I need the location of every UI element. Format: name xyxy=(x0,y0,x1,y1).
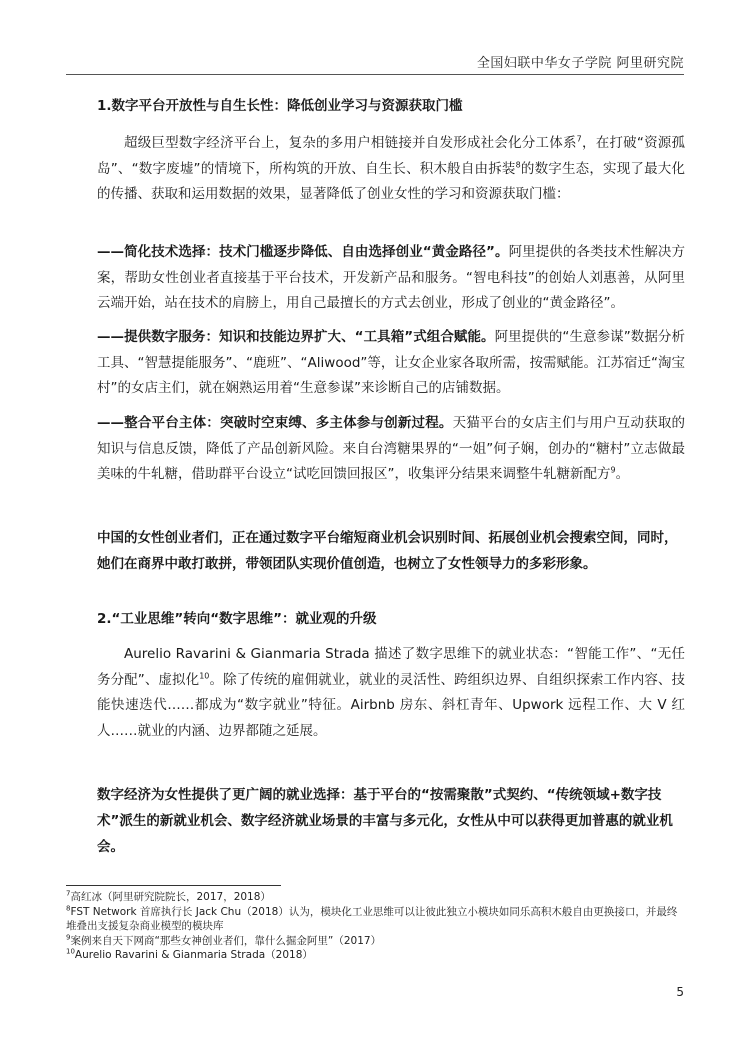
section2-paragraph xyxy=(97,642,685,744)
footnote-number: 9 xyxy=(66,933,71,941)
footnote-ref-10: 10 xyxy=(199,671,210,680)
page-header: 全国妇联中华女子学院 阿里研究院 xyxy=(476,56,684,71)
section2-heading: 2.“工业思维”转向“数字思维”：就业观的升级 xyxy=(97,611,377,627)
header-divider xyxy=(66,74,684,75)
intro-text-a: 超级巨型数字经济平台上，复杂的多用户相链接并自发形成社会化分工体系 xyxy=(124,135,577,151)
footnote-ref-7: 7 xyxy=(576,134,582,144)
footnote-text: 案例来自天下网商“那些女神创业者们，靠什么掘金阿里”（2017） xyxy=(70,934,382,947)
footnote-number: 7 xyxy=(66,889,71,898)
footnote-item xyxy=(66,905,686,934)
footnote-text: FST Network 首席执行长 Jack Chu（2018）认为，模块化工业思维可以让彼此独立小模块如同乐高积木般自由更换接口，并最终堆叠出支援复杂商业模型的模块库 xyxy=(66,905,678,932)
bullet-simplify-tech xyxy=(97,240,685,317)
intro-text-b: ，在打破“资源孤岛”、“数字废墟”的情境下，所构筑的开放、自生长、积木般自由拆装 xyxy=(97,135,685,177)
footnote-ref-9: 9 xyxy=(610,465,616,475)
footnote-number: 8 xyxy=(66,904,71,912)
footnote-item xyxy=(66,934,686,949)
bullet-tail: 。 xyxy=(615,466,630,482)
section1-heading: 1.数字平台开放性与自生长性：降低创业学习与资源获取门槛 xyxy=(97,98,463,114)
footnote-item xyxy=(66,948,686,963)
section2-text-a: Aurelio Ravarini & Gianmaria Strada 描述了数字思维下的就业状态：“智能工作”、“无任务分配”、虚拟化 xyxy=(97,646,685,688)
footnote-divider xyxy=(66,885,281,886)
bullet-digital-services xyxy=(97,325,685,402)
intro-text-c: 的数字生态，实现了最大化的传播、获取和运用数据的效果，显著降低了创业女性的学习和资源获取门槛： xyxy=(97,160,685,202)
footnote-text: Aurelio Ravarini & Gianmaria Strada（2018） xyxy=(74,949,313,961)
footnote-item xyxy=(66,890,686,905)
bullet-text: 阿里提供的各类技术性解决方案，帮助女性创业者直接基于平台技术，开发新产品和服务。“智电科技”的创始人刘惠善，从阿里云端开始，站在技术的肩膀上，用自己最擅长的方式去创业，形成了创业的“黄金路径”。 xyxy=(97,244,686,311)
footnote-ref-8: 8 xyxy=(515,160,521,169)
bullet-lead: ——简化技术选择：技术门槛逐步降低、自由选择创业“黄金路径”。 xyxy=(97,244,509,260)
bullet-integrate-platform xyxy=(97,411,685,488)
page-number: 5 xyxy=(676,985,684,999)
bullet-lead: ——提供数字服务：知识和技能边界扩大、“工具箱”式组合赋能。 xyxy=(97,329,495,345)
bullet-text: 阿里提供的“生意参谋”数据分析工具、“智慧提能服务”、“鹿班”、“Aliwood”等，让女企业家各取所需，按需赋能。江苏宿迁“淘宝村”的女店主们，就在娴熟运用着“生意参谋”来诊断自己的店铺数据。 xyxy=(97,329,685,396)
section2-summary: 数字经济为女性提供了更广阔的就业选择：基于平台的“按需聚散”式契约、“传统领域+数字技术”派生的新就业机会、数字经济就业场景的丰富与多元化，女性从中可以获得更加普惠的就业机会。 xyxy=(97,787,673,855)
bullet-text: 天猫平台的女店主们与用户互动获取的知识与信息反馈，降低了产品创新风险。来自台湾糖果界的“一姐”何子娴，创办的“糖村”立志做最美味的牛轧糖，借助群平台设立“试吃回馈回报区”，收集评分结果来调整牛轧糖新配方 xyxy=(97,415,686,482)
section1-intro xyxy=(97,131,685,208)
footnote-text: 高红冰（阿里研究院院长，2017，2018） xyxy=(70,891,271,903)
footnote-number: 10 xyxy=(66,947,75,956)
section2-text-b: 。除了传统的雇佣就业，就业的灵活性、跨组织边界、自组织探索工作内容、技能快速迭代……都成为“数字就业”特征。Airbnb 房东、斜杠青年、Upwork 远程工作、大 V 红人……就业的内涵、边界都随之延展。 xyxy=(97,671,685,739)
section1-summary: 中国的女性创业者们，正在通过数字平台缩短商业机会识别时间、拓展创业机会搜索空间，同时，她们在商界中敢打敢拼，带领团队实现价值创造，也树立了女性领导力的多彩形象。 xyxy=(97,530,678,572)
footnotes xyxy=(66,890,686,963)
bullet-lead: ——整合平台主体：突破时空束缚、多主体参与创新过程。 xyxy=(97,415,453,431)
